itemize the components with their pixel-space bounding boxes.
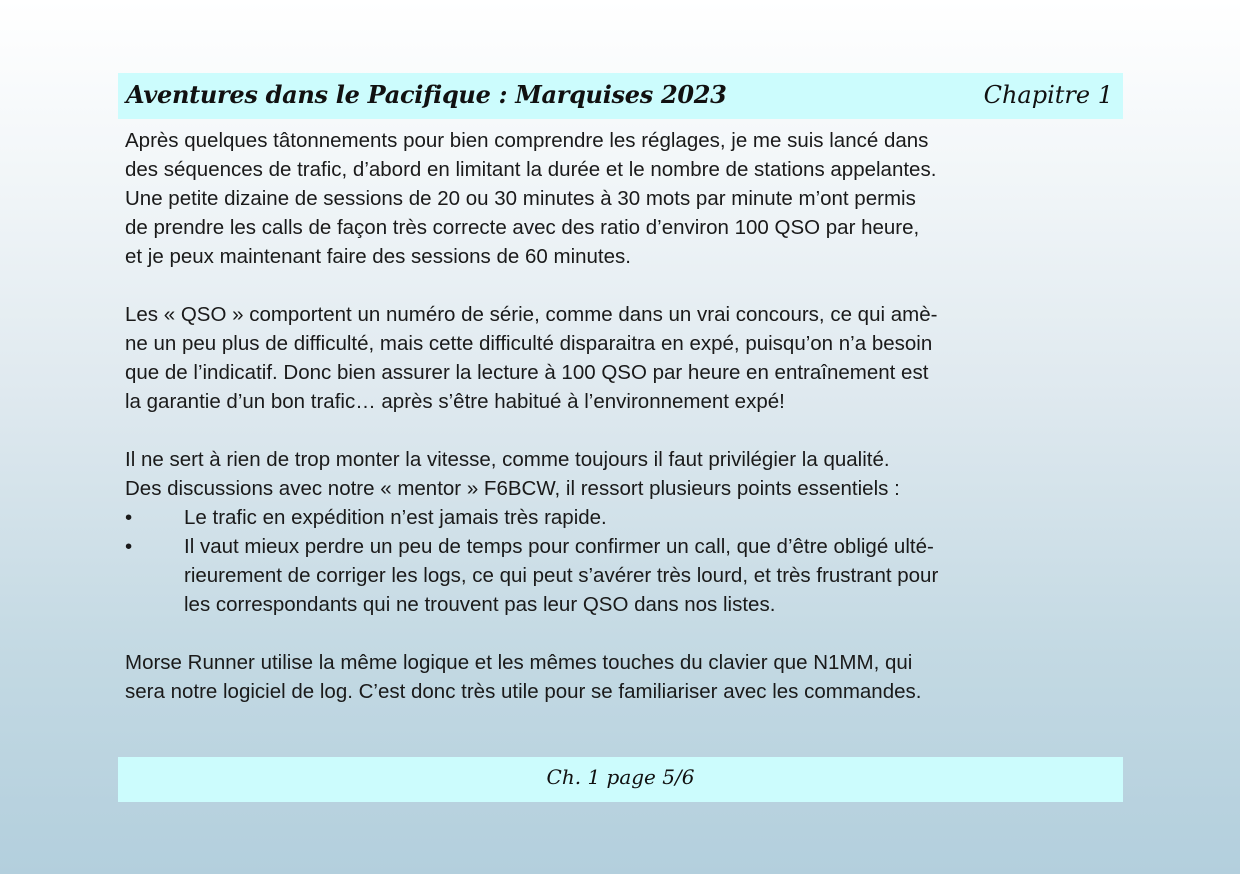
- bullet-marker: •: [125, 535, 133, 558]
- paragraph-3: [125, 445, 1125, 503]
- text-line: et je peux maintenant faire des sessions de 60 minutes.: [125, 245, 631, 268]
- text-line: sera notre logiciel de log. C’est donc très utile pour se familiariser avec les commandes.: [125, 680, 922, 703]
- text-line: Il vaut mieux perdre un peu de temps pour confirmer un call, que d’être obligé ulté-: [184, 535, 934, 558]
- header-band: [118, 73, 1123, 119]
- bullet-marker: •: [125, 506, 133, 529]
- document-title: Aventures dans le Pacifique : Marquises 2023: [126, 80, 727, 109]
- paragraph-closing: [125, 648, 1125, 706]
- text-line: la garantie d’un bon trafic… après s’être habitué à l’environnement expé!: [125, 390, 785, 413]
- bullet-list: [125, 503, 1125, 619]
- text-line: Après quelques tâtonnements pour bien comprendre les réglages, je me suis lancé dans: [125, 129, 929, 152]
- chapter-label: Chapitre 1: [983, 81, 1113, 109]
- footer-band: [118, 757, 1123, 802]
- text-line: que de l’indicatif. Donc bien assurer la lecture à 100 QSO par heure en entraînement est: [125, 361, 929, 384]
- text-line: Les « QSO » comportent un numéro de série, comme dans un vrai concours, ce qui amè-: [125, 303, 938, 326]
- paragraph-1: [125, 126, 1125, 271]
- text-line: Une petite dizaine de sessions de 20 ou 30 minutes à 30 mots par minute m’ont permis: [125, 187, 916, 210]
- text-line: Il ne sert à rien de trop monter la vitesse, comme toujours il faut privilégier la qualité.: [125, 448, 890, 471]
- bullet-item: [125, 503, 1125, 532]
- paragraph-2: [125, 300, 1125, 416]
- text-line: Morse Runner utilise la même logique et les mêmes touches du clavier que N1MM, qui: [125, 651, 913, 674]
- bullet-item: [125, 532, 1125, 619]
- text-line: Le trafic en expédition n’est jamais très rapide.: [184, 506, 607, 529]
- text-line: les correspondants qui ne trouvent pas leur QSO dans nos listes.: [184, 593, 776, 616]
- text-line: rieurement de corriger les logs, ce qui peut s’avérer très lourd, et très frustrant pour: [184, 564, 939, 587]
- text-line: de prendre les calls de façon très correcte avec des ratio d’environ 100 QSO par heure,: [125, 216, 920, 239]
- text-line: des séquences de trafic, d’abord en limitant la durée et le nombre de stations appelantes.: [125, 158, 937, 181]
- page-content: [125, 126, 1125, 706]
- text-line: Des discussions avec notre « mentor » F6BCW, il ressort plusieurs points essentiels :: [125, 477, 900, 500]
- text-line: ne un peu plus de difficulté, mais cette difficulté disparaitra en expé, puisqu’on n’a besoin: [125, 332, 933, 355]
- page-number: Ch. 1 page 5/6: [546, 765, 695, 789]
